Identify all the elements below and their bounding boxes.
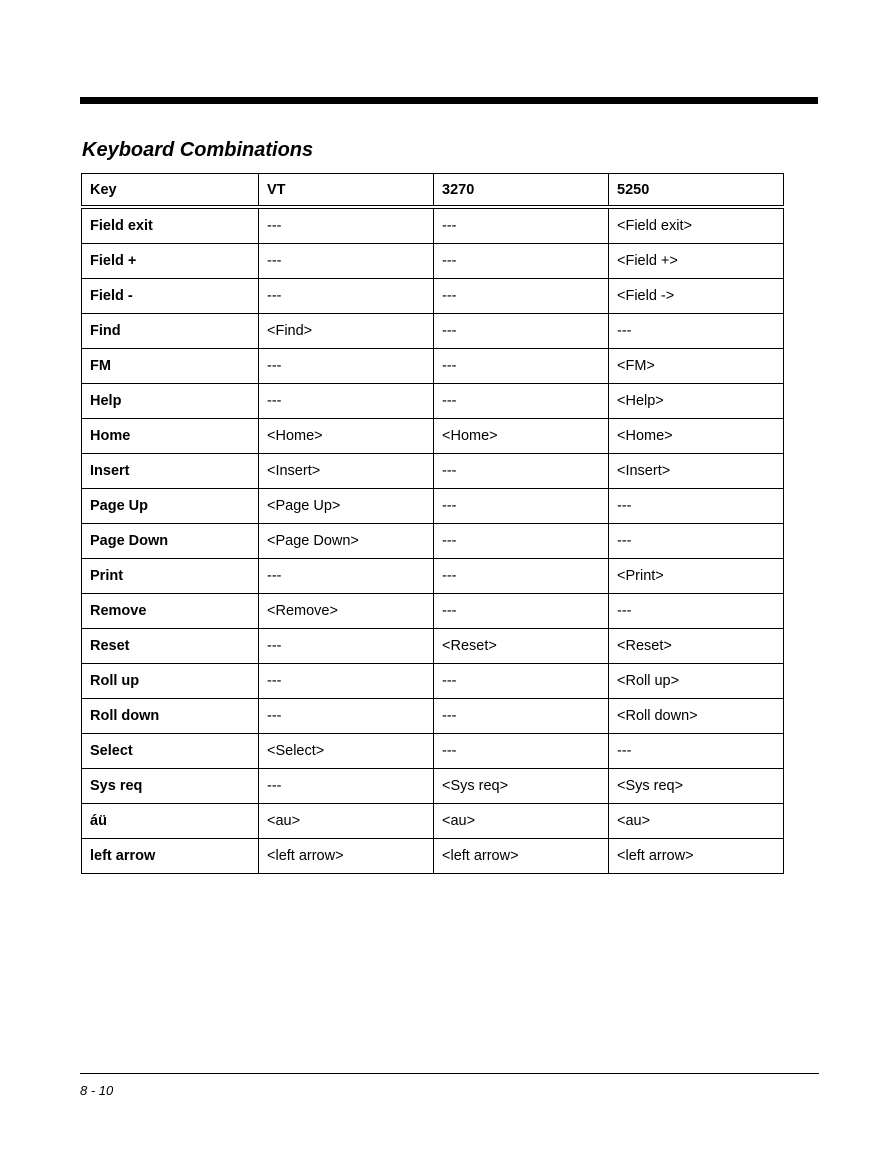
table-row [82, 489, 784, 524]
5250-cell: <Help> [609, 384, 784, 419]
3270-cell: --- [434, 244, 609, 279]
5250-cell: <Reset> [609, 629, 784, 664]
vt-cell: <Find> [259, 314, 434, 349]
vt-cell: --- [259, 559, 434, 594]
5250-cell: --- [609, 734, 784, 769]
table-row [82, 699, 784, 734]
5250-cell: <FM> [609, 349, 784, 384]
key-cell: Page Down [82, 524, 259, 559]
key-cell: Field exit [82, 207, 259, 244]
footer-rule [80, 1073, 819, 1074]
3270-cell: <Reset> [434, 629, 609, 664]
vt-cell: --- [259, 699, 434, 734]
table-row [82, 349, 784, 384]
key-cell: Help [82, 384, 259, 419]
table-body [82, 207, 784, 874]
5250-cell: <Field exit> [609, 207, 784, 244]
3270-cell: --- [434, 489, 609, 524]
3270-cell: --- [434, 664, 609, 699]
vt-cell: <Remove> [259, 594, 434, 629]
vt-cell: --- [259, 769, 434, 804]
column-header-3270: 3270 [434, 174, 609, 208]
key-cell: Roll up [82, 664, 259, 699]
key-cell: Roll down [82, 699, 259, 734]
3270-cell: --- [434, 314, 609, 349]
3270-cell: --- [434, 384, 609, 419]
table-row [82, 769, 784, 804]
key-cell: Print [82, 559, 259, 594]
5250-cell: <Field +> [609, 244, 784, 279]
table-row [82, 419, 784, 454]
key-cell: Page Up [82, 489, 259, 524]
keyboard-combinations-table [81, 173, 784, 874]
key-cell: Field - [82, 279, 259, 314]
column-header-key: Key [82, 174, 259, 208]
vt-cell: --- [259, 384, 434, 419]
key-cell: FM [82, 349, 259, 384]
5250-cell: <Roll down> [609, 699, 784, 734]
key-cell: áü [82, 804, 259, 839]
5250-cell: <Print> [609, 559, 784, 594]
vt-cell: <Insert> [259, 454, 434, 489]
column-header-5250: 5250 [609, 174, 784, 208]
key-cell: Reset [82, 629, 259, 664]
5250-cell: <au> [609, 804, 784, 839]
5250-cell: <left arrow> [609, 839, 784, 874]
page-number: 8 - 10 [80, 1083, 114, 1098]
vt-cell: --- [259, 279, 434, 314]
table-header-row [82, 174, 784, 208]
3270-cell: --- [434, 524, 609, 559]
table-row [82, 804, 784, 839]
3270-cell: <left arrow> [434, 839, 609, 874]
vt-cell: --- [259, 349, 434, 384]
vt-cell: --- [259, 207, 434, 244]
5250-cell: <Insert> [609, 454, 784, 489]
5250-cell: <Roll up> [609, 664, 784, 699]
key-cell: Find [82, 314, 259, 349]
3270-cell: --- [434, 454, 609, 489]
table-row [82, 734, 784, 769]
5250-cell: <Sys req> [609, 769, 784, 804]
column-header-vt: VT [259, 174, 434, 208]
vt-cell: <Page Up> [259, 489, 434, 524]
table-row [82, 629, 784, 664]
3270-cell: --- [434, 559, 609, 594]
3270-cell: --- [434, 207, 609, 244]
3270-cell: --- [434, 279, 609, 314]
vt-cell: --- [259, 629, 434, 664]
table-row [82, 244, 784, 279]
vt-cell: <au> [259, 804, 434, 839]
key-cell: Sys req [82, 769, 259, 804]
3270-cell: --- [434, 594, 609, 629]
table-row [82, 594, 784, 629]
5250-cell: --- [609, 594, 784, 629]
key-cell: Field + [82, 244, 259, 279]
3270-cell: <Sys req> [434, 769, 609, 804]
vt-cell: <Select> [259, 734, 434, 769]
vt-cell: <Home> [259, 419, 434, 454]
5250-cell: --- [609, 314, 784, 349]
vt-cell: <left arrow> [259, 839, 434, 874]
3270-cell: --- [434, 349, 609, 384]
3270-cell: <au> [434, 804, 609, 839]
key-cell: Remove [82, 594, 259, 629]
5250-cell: <Home> [609, 419, 784, 454]
table-row [82, 314, 784, 349]
5250-cell: <Field -> [609, 279, 784, 314]
vt-cell: --- [259, 244, 434, 279]
key-cell: Insert [82, 454, 259, 489]
3270-cell: --- [434, 699, 609, 734]
table-row [82, 524, 784, 559]
vt-cell: <Page Down> [259, 524, 434, 559]
table-row [82, 207, 784, 244]
table-row [82, 559, 784, 594]
3270-cell: --- [434, 734, 609, 769]
5250-cell: --- [609, 524, 784, 559]
header-rule [80, 97, 818, 104]
table-row [82, 454, 784, 489]
key-cell: Home [82, 419, 259, 454]
table-row [82, 279, 784, 314]
5250-cell: --- [609, 489, 784, 524]
section-title: Keyboard Combinations [82, 139, 314, 161]
3270-cell: <Home> [434, 419, 609, 454]
key-cell: Select [82, 734, 259, 769]
key-cell: left arrow [82, 839, 259, 874]
table-row [82, 384, 784, 419]
table-row [82, 839, 784, 874]
table-row [82, 664, 784, 699]
vt-cell: --- [259, 664, 434, 699]
